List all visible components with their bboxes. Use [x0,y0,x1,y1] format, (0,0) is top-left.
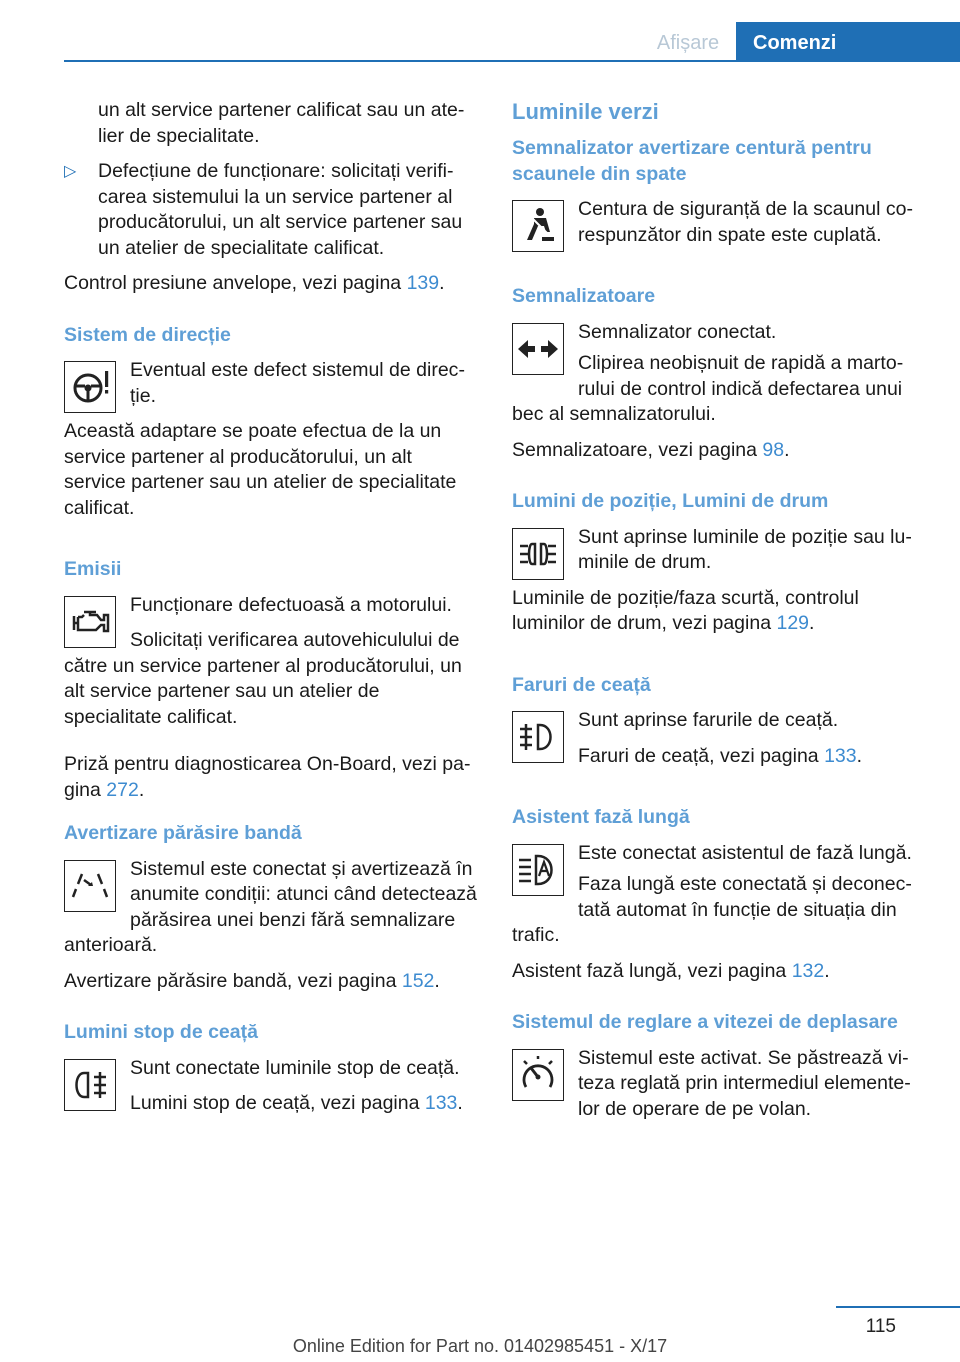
steering-warning-icon [64,361,116,413]
page-link-272[interactable]: 272 [106,778,139,801]
section-seatbelt [512,136,922,258]
seatbelt-icon [512,200,564,252]
edition-footer: Online Edition for Part no. 01402985451 - X/17 [292,1336,668,1356]
page-link-133[interactable]: 133 [424,1092,458,1114]
section-title: Avertizare părăsire bandă [64,822,302,844]
section-parking-lights [512,489,922,647]
section-cruise-control [512,1010,922,1132]
section-emissions [64,557,478,803]
section-title: Semnalizatoare [512,285,656,307]
section-steering [64,323,478,532]
section-text: Eventual este defect sistemul de direcție. [130,359,465,407]
footer-divider [836,1306,960,1308]
section-text: Sistemul este activat. Se păstrează viteza reglată prin intermediul elementelor de operare de pe volan. [578,1046,911,1120]
section-text: Clipirea neobișnuit de rapidă a martorului de control indică defectarea unui bec al semnalizatorului. [512,352,904,425]
tab-comenzi[interactable]: Comenzi [736,22,960,62]
section-lane-departure [64,821,478,994]
section-text: Centura de siguranță de la scaunul corespunzător din spate este cuplată. [578,198,913,246]
highbeam-reference: Asistent fază lungă, vezi pagina 132. [512,959,830,982]
green-lights-heading: Luminile verzi [512,99,659,124]
turn-signal-icon [512,323,564,375]
section-title: Faruri de ceață [512,673,651,696]
page-link-139[interactable]: 139 [406,272,440,294]
section-rear-fog [64,1020,478,1127]
header-divider [64,60,960,62]
front-fog-light-icon [512,711,564,763]
lane-reference: Avertizare părăsire bandă, vezi pagina 152. [64,969,440,992]
section-title: Lumini de poziție, Lumini de drum [512,490,829,512]
section-text: Sistemul este conectat și avertizează în anumite condiții: atunci când detectează părăsirea unei benzi fără semnalizare anterioară. [64,857,477,956]
section-text: Este conectat asistentul de fază lungă. [578,841,912,864]
section-title: Asistent fază lungă [512,806,690,828]
frontfog-reference: Faruri de ceață, vezi pagina 133. [578,744,863,767]
section-title: Sistemul de reglare a vitezei de deplasare [512,1011,898,1033]
tpms-reference: Control presiune anvelope, vezi pagina 139. [64,272,445,294]
section-title: Emisii [64,558,122,580]
right-column [512,98,922,1132]
section-text: Faza lungă este conectată și deconectată automat în funcție de situația din trafic. [512,873,912,946]
rear-fog-light-icon [64,1059,116,1111]
section-text: Semnalizator conectat. [578,320,777,343]
continued-paragraph: un alt service partener calificat sau un atelier de specialitate. [98,99,465,147]
page-link-152[interactable]: 152 [401,969,435,992]
section-turn-signal [512,284,922,463]
page-link-129[interactable]: 129 [776,612,810,634]
page-link-98[interactable]: 98 [762,438,785,461]
section-text: Solicitați verificarea autovehiculului de către un service partener al producătorului, un alt service partener sau un atelier de specialitate calificat. [64,629,462,728]
cruise-control-icon [512,1049,564,1101]
section-title: Semnalizator avertizare centură pentru scaunele din spate [512,137,872,185]
engine-check-icon [64,596,116,648]
bullet-triangle-icon: ▷ [64,163,77,180]
section-text: Sunt aprinse luminile de poziție sau luminile de drum. [578,525,912,573]
section-text: Sunt conectate luminile stop de ceață. [130,1056,460,1079]
section-text: Această adaptare se poate efectua de la un service partener al producătorului, un alt service partener sau un atelier de specialitate calificat. [64,420,457,519]
rearfog-reference: Lumini stop de ceață, vezi pagina 133. [130,1092,463,1114]
page-header [0,0,960,62]
section-title: Sistem de direcție [64,323,231,346]
section-text: Funcționare defectuoasă a motorului. [130,593,452,616]
obd-reference: Priză pentru diagnosticarea On-Board, vezi pagina 272. [64,753,471,801]
list-item [64,159,478,261]
page-number: 115 [865,1316,896,1337]
high-beam-assist-icon [512,844,564,896]
section-high-beam [512,805,922,984]
lane-departure-icon [64,860,116,912]
tab-afisare[interactable]: Afișare [656,32,720,54]
turn-reference: Semnalizatoare, vezi pagina 98. [512,438,790,461]
parking-light-icon [512,528,564,580]
section-text: Sunt aprinse farurile de ceață. [578,709,839,731]
bullet-text: Defecțiune de funcționare: solicitați verificarea sistemului la un service partener al producătorului, un alt service partener sau un atelier de specialitate calificat. [98,160,463,259]
section-title: Lumini stop de ceață [64,1021,258,1043]
parking-reference: Luminile de poziție/faza scurtă, controlul luminilor de drum, vezi pagina 129. [512,586,859,634]
page-link-133[interactable]: 133 [824,744,857,767]
page-link-132[interactable]: 132 [791,959,825,982]
section-front-fog [512,673,922,780]
left-column [64,98,478,1127]
